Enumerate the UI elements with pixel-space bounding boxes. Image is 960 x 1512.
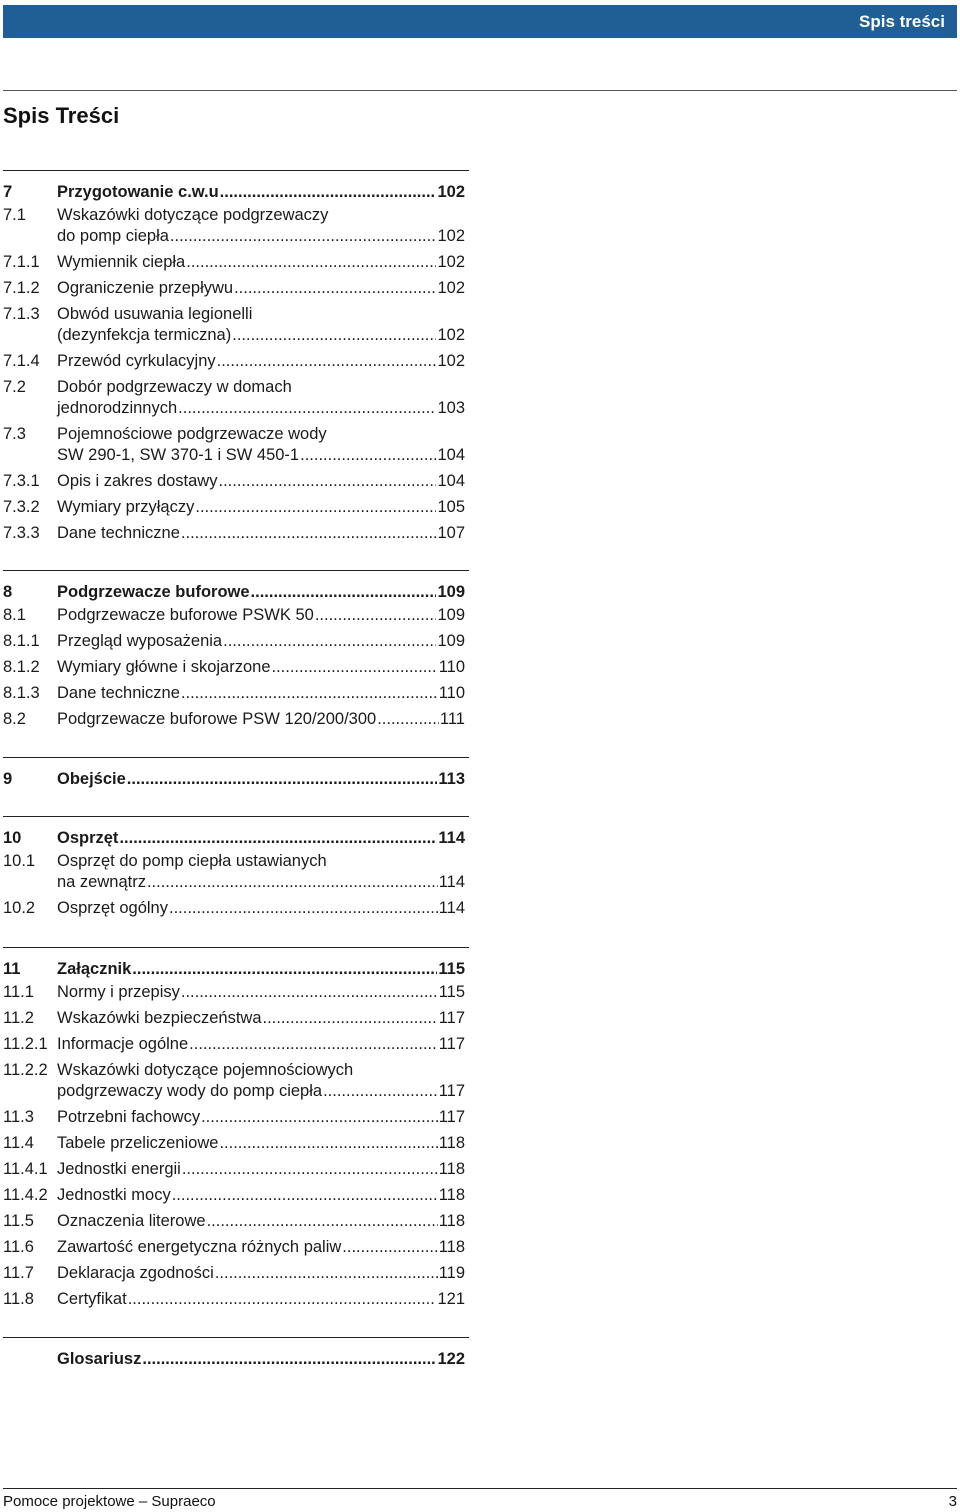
toc-leader-dots [186, 252, 436, 273]
toc-entry-title-line: podgrzewaczy wody do pomp ciepła [57, 1082, 323, 1100]
toc-entry-number: 8.1.2 [3, 658, 40, 676]
toc-entry-title [57, 278, 465, 299]
toc-entry-title-line: Osprzęt do pomp ciepła ustawianych [57, 852, 327, 870]
toc-entry-page: 118 [438, 1186, 465, 1204]
toc-entry-number: 10.1 [3, 852, 36, 870]
toc-entry-number: 11.5 [3, 1212, 34, 1230]
toc-entry-title-line: (dezynfekcja termiczna) [57, 326, 232, 344]
toc-entry[interactable] [3, 205, 465, 247]
toc-entry[interactable] [3, 424, 465, 466]
toc-entry-title-line: Glosariusz [57, 1350, 142, 1368]
toc-entry-number: 11.2 [3, 1009, 34, 1027]
toc-leader-dots [182, 1159, 438, 1180]
toc-entry-page: 114 [438, 899, 465, 917]
toc-leader-dots [251, 582, 437, 603]
toc-entry[interactable] [3, 278, 465, 299]
toc-entry-number: 10.2 [3, 899, 36, 917]
toc-leader-dots [142, 1349, 436, 1370]
toc-entry-number: 11.7 [3, 1264, 34, 1282]
toc-entry-title-line: Normy i przepisy [57, 983, 180, 1001]
toc-entry[interactable] [3, 657, 465, 678]
toc-entry-title [57, 351, 465, 372]
toc-entry-page: 119 [438, 1264, 465, 1282]
toc-entry-title-line: Wymiennik ciepła [57, 253, 186, 271]
toc-entry-number: 9 [3, 770, 13, 788]
toc-leader-dots [189, 1034, 438, 1055]
toc-entry-page: 102 [437, 352, 465, 370]
toc-entry-title-line: Jednostki energii [57, 1160, 181, 1178]
toc-section [3, 757, 469, 788]
toc-leader-dots [234, 278, 436, 299]
toc-entry-number: 11 [3, 960, 21, 978]
toc-entry-title-line: Dane techniczne [57, 524, 180, 542]
toc-leader-dots [223, 631, 436, 652]
toc-entry[interactable] [3, 1060, 465, 1102]
toc-entry-title [57, 182, 465, 203]
toc-entry-title-line: Informacje ogólne [57, 1035, 189, 1053]
toc-leader-dots [181, 683, 438, 704]
toc-leader-dots [181, 982, 438, 1003]
toc-entry-title-line: do pomp ciepła [57, 227, 169, 245]
toc-entry-title [57, 1133, 465, 1154]
toc-entry-title [57, 1211, 465, 1232]
toc-leader-dots [128, 1289, 437, 1310]
toc-entry-page: 109 [437, 583, 465, 601]
footer-page-number: 3 [948, 1493, 957, 1510]
toc-entry-title [57, 1107, 465, 1128]
toc-entry-number: 8.1 [3, 606, 26, 624]
toc-entry[interactable] [3, 351, 465, 372]
toc-entry[interactable] [3, 1237, 465, 1258]
toc-entry-page: 111 [439, 710, 465, 728]
toc-leader-dots [119, 828, 437, 849]
toc-leader-dots [300, 445, 436, 466]
toc-entry-number: 11.2.1 [3, 1035, 48, 1053]
toc-entry-number: 7.1 [3, 206, 26, 224]
toc-entry-title-line: Osprzęt ogólny [57, 899, 168, 917]
toc-entry-title-line: Dobór podgrzewaczy w domach [57, 378, 292, 396]
toc-entry[interactable] [3, 471, 465, 492]
toc-entry-title [57, 709, 465, 730]
toc-entry-title-line: Przewód cyrkulacyjny [57, 352, 216, 370]
toc-entry-title [57, 657, 465, 678]
toc-entry-title-line: Obejście [57, 770, 126, 788]
toc-entry-title-line: Tabele przeliczeniowe [57, 1134, 219, 1152]
toc-entry-page: 104 [437, 446, 465, 464]
toc-leader-dots [217, 351, 437, 372]
toc-entry-page: 110 [438, 658, 465, 676]
toc-entry-page: 114 [438, 829, 465, 847]
toc-leader-dots [218, 471, 436, 492]
toc-entry-page: 114 [438, 873, 465, 891]
toc-leader-dots [169, 898, 438, 919]
toc-entry-number: 7.2 [3, 378, 26, 396]
toc-entry[interactable] [3, 683, 465, 704]
toc-entry-title-line: Przegląd wyposażenia [57, 632, 223, 650]
toc-entry-number: 7 [3, 183, 13, 201]
toc-entry-page: 102 [437, 279, 465, 297]
toc-entry-title-line: na zewnątrz [57, 873, 146, 891]
toc-entry-number: 7.1.3 [3, 305, 40, 323]
toc-leader-dots [272, 657, 438, 678]
toc-leader-dots [219, 1133, 437, 1154]
toc-entry[interactable] [3, 1263, 465, 1284]
toc-entry-title-line: Wskazówki bezpieczeństwa [57, 1009, 262, 1027]
toc-entry-number: 11.8 [3, 1290, 34, 1308]
toc-entry-number: 11.6 [3, 1238, 34, 1256]
toc-entry-page: 109 [437, 632, 465, 650]
toc-section [3, 170, 469, 542]
toc-entry-title [57, 959, 465, 980]
toc-entry-page: 113 [438, 770, 465, 788]
toc-entry-title [57, 1263, 465, 1284]
toc-entry[interactable] [3, 377, 465, 419]
toc-entry[interactable] [3, 304, 465, 346]
header-bar [3, 5, 957, 38]
toc-entry-title-line: Certyfikat [57, 1290, 127, 1308]
toc-entry-title [57, 1349, 465, 1370]
toc-entry-title [57, 377, 465, 419]
toc-entry-page: 107 [437, 524, 465, 542]
toc-entry-title-line: Podgrzewacze buforowe PSWK 50 [57, 606, 314, 624]
toc-entry-title-line: jednorodzinnych [57, 399, 178, 417]
toc-entry-title-line: Wskazówki dotyczące podgrzewaczy [57, 206, 329, 224]
toc-entry-page: 110 [438, 684, 465, 702]
toc-entry-page: 117 [438, 1108, 465, 1126]
toc-entry-page: 118 [438, 1212, 465, 1230]
toc-entry-title-line: SW 290-1, SW 370-1 i SW 450-1 [57, 446, 300, 464]
toc-leader-dots [132, 959, 437, 980]
toc-entry-number: 11.3 [3, 1108, 34, 1126]
toc-entry[interactable] [3, 709, 465, 730]
toc-entry-page: 102 [437, 227, 465, 245]
toc-entry-page: 118 [438, 1134, 465, 1152]
toc-leader-dots [263, 1008, 438, 1029]
toc-entry-page: 121 [437, 1290, 465, 1308]
toc-entry-title [57, 1185, 465, 1206]
toc-entry-page: 122 [437, 1350, 465, 1368]
toc-entry-title-line: Pojemnościowe podgrzewacze wody [57, 425, 327, 443]
toc-entry-number: 11.1 [3, 983, 34, 1001]
toc-entry-title [57, 523, 465, 544]
toc-leader-dots [323, 1081, 438, 1102]
toc-entry-number: 8.1.1 [3, 632, 40, 650]
toc-entry-page: 118 [438, 1160, 465, 1178]
toc-leader-dots [178, 398, 436, 419]
toc-leader-dots [342, 1237, 437, 1258]
page-title: Spis Treści [3, 103, 120, 128]
toc-leader-dots [170, 226, 437, 247]
toc-leader-dots [172, 1185, 438, 1206]
toc-entry-title [57, 851, 465, 893]
toc-entry-title-line: Dane techniczne [57, 684, 180, 702]
footer-document-title: Pomoce projektowe – Supraeco [3, 1493, 216, 1510]
top-divider [3, 90, 957, 91]
toc-entry[interactable] [3, 982, 465, 1003]
toc-entry-title-line: Podgrzewacze buforowe PSW 120/200/300 [57, 710, 377, 728]
toc-entry[interactable] [3, 523, 465, 544]
toc-entry[interactable] [3, 1159, 465, 1180]
toc-entry-number: 7.1.1 [3, 253, 40, 271]
toc-entry[interactable] [3, 1008, 465, 1029]
toc-chapter-entry[interactable] [3, 582, 465, 603]
toc-entry[interactable] [3, 898, 465, 919]
toc-entry-number: 11.4 [3, 1134, 34, 1152]
toc-entry-number: 7.3.3 [3, 524, 40, 542]
toc-section [3, 947, 469, 1308]
toc-entry-title [57, 252, 465, 273]
toc-section [3, 1337, 469, 1368]
toc-leader-dots [315, 605, 437, 626]
toc-leader-dots [127, 769, 438, 790]
toc-entry-page: 117 [438, 1082, 465, 1100]
toc-entry-number: 11.4.1 [3, 1160, 48, 1178]
footer-divider [3, 1488, 957, 1489]
toc-leader-dots [195, 497, 436, 518]
toc-chapter-entry[interactable] [3, 1349, 465, 1370]
toc-entry-title-line: Przygotowanie c.w.u [57, 183, 219, 201]
toc-entry-page: 109 [437, 606, 465, 624]
toc-entry-title-line: Osprzęt [57, 829, 119, 847]
toc-entry-page: 118 [438, 1238, 465, 1256]
toc-entry-title-line: Deklaracja zgodności [57, 1264, 214, 1282]
toc-entry-title-line: Ograniczenie przepływu [57, 279, 234, 297]
header-title: Spis treści [859, 12, 945, 31]
toc-entry-page: 117 [438, 1009, 465, 1027]
toc-section [3, 570, 469, 728]
toc-entry-title [57, 304, 465, 346]
toc-entry-page: 117 [438, 1035, 465, 1053]
toc-entry-title [57, 1008, 465, 1029]
toc-entry-number: 8.2 [3, 710, 26, 728]
toc-entry-title-line: Podgrzewacze buforowe [57, 583, 250, 601]
toc-chapter-entry[interactable] [3, 769, 465, 790]
toc-leader-dots [201, 1107, 438, 1128]
toc-entry-number: 10 [3, 829, 22, 847]
toc-entry-title [57, 497, 465, 518]
toc-leader-dots [147, 872, 438, 893]
toc-entry[interactable] [3, 497, 465, 518]
toc-section [3, 816, 469, 917]
toc-entry[interactable] [3, 1034, 465, 1055]
toc-entry-number: 7.3.2 [3, 498, 40, 516]
toc-entry-page: 102 [437, 183, 465, 201]
toc-entry[interactable] [3, 1107, 465, 1128]
toc-leader-dots [377, 709, 439, 730]
toc-entry-number: 11.2.2 [3, 1061, 48, 1079]
toc-entry-title-line: Jednostki mocy [57, 1186, 171, 1204]
toc-entry-number: 8 [3, 583, 13, 601]
toc-entry-title-line: Potrzebni fachowcy [57, 1108, 201, 1126]
toc-entry-title [57, 982, 465, 1003]
toc-entry-title [57, 1034, 465, 1055]
toc-entry-title [57, 1060, 465, 1102]
toc-entry-title-line: Zawartość energetyczna różnych paliw [57, 1238, 342, 1256]
toc-leader-dots [181, 523, 437, 544]
toc-entry[interactable] [3, 631, 465, 652]
toc-entry-page: 102 [437, 253, 465, 271]
toc-entry[interactable] [3, 605, 465, 626]
toc-entry-title [57, 205, 465, 247]
toc-entry-title [57, 683, 465, 704]
toc-entry-page: 104 [437, 472, 465, 490]
toc-entry-number: 7.1.2 [3, 279, 40, 297]
toc-entry-title-line: Wskazówki dotyczące pojemnościowych [57, 1061, 354, 1079]
toc-entry-title [57, 582, 465, 603]
toc-leader-dots [207, 1211, 438, 1232]
toc-entry-title-line: Opis i zakres dostawy [57, 472, 218, 490]
toc-entry-page: 102 [437, 326, 465, 344]
toc-entry-title [57, 424, 465, 466]
toc-entry[interactable] [3, 851, 465, 893]
toc-entry-title [57, 769, 465, 790]
toc-entry[interactable] [3, 252, 465, 273]
toc-entry-page: 103 [437, 399, 465, 417]
toc-entry-number: 7.3 [3, 425, 26, 443]
toc-entry[interactable] [3, 1185, 465, 1206]
toc-entry-title [57, 1237, 465, 1258]
toc-entry[interactable] [3, 1211, 465, 1232]
toc-leader-dots [220, 182, 437, 203]
toc-chapter-entry[interactable] [3, 828, 465, 849]
toc-entry[interactable] [3, 1289, 465, 1310]
toc-leader-dots [232, 325, 436, 346]
toc-entry-title-line: Wymiary przyłączy [57, 498, 195, 516]
toc-entry-title [57, 828, 465, 849]
toc-entry-title-line: Załącznik [57, 960, 132, 978]
toc-entry[interactable] [3, 1133, 465, 1154]
toc-entry-title [57, 471, 465, 492]
toc-entry-title [57, 605, 465, 626]
toc-entry-page: 105 [437, 498, 465, 516]
toc-entry-title [57, 631, 465, 652]
toc-chapter-entry[interactable] [3, 959, 465, 980]
toc-entry-number: 11.4.2 [3, 1186, 48, 1204]
toc-entry-page: 115 [438, 960, 465, 978]
toc-entry-title-line: Oznaczenia literowe [57, 1212, 206, 1230]
toc-entry-title-line: Obwód usuwania legionelli [57, 305, 253, 323]
toc-entry-title-line: Wymiary główne i skojarzone [57, 658, 271, 676]
toc-chapter-entry[interactable] [3, 182, 465, 203]
toc-entry-title [57, 1159, 465, 1180]
toc-entry-number: 7.3.1 [3, 472, 40, 490]
toc-entry-page: 115 [438, 983, 465, 1001]
toc-entry-number: 7.1.4 [3, 352, 40, 370]
toc-entry-title [57, 898, 465, 919]
toc-leader-dots [215, 1263, 438, 1284]
toc-entry-title [57, 1289, 465, 1310]
toc-entry-number: 8.1.3 [3, 684, 40, 702]
